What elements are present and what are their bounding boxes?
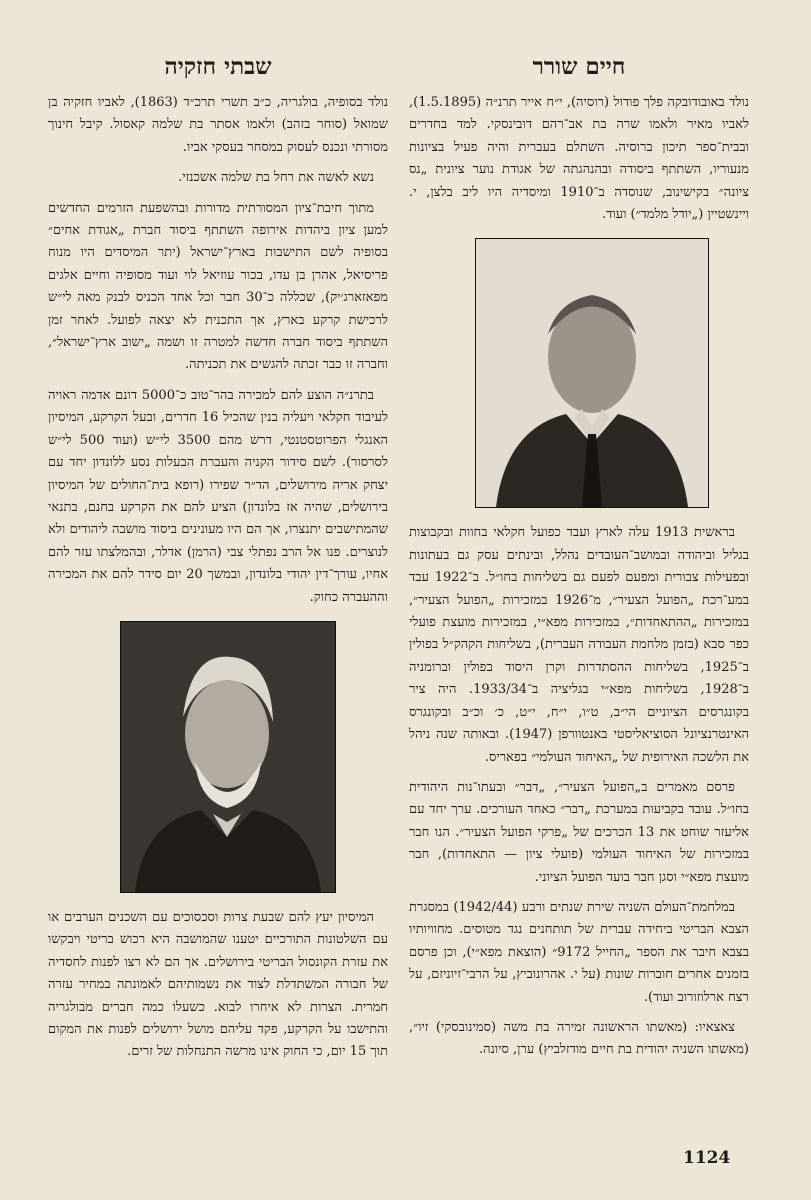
paragraph: נשא לאשה את רחל בת שלמה אשכנזי. [178,170,374,186]
paragraph: בתרנ״ה הוצע להם למכירה בהר־טוב כ־5000 דונם אדמה ראויה לעיבוד חקלאי ויעליה בנין שהכיל 16 חדרים, ובעל הקרקע, המיסיון האנגלי הפרוטסטנטי, דרש מהם 3500 לי״ש (ועוד 500 לי״ש לסרסור). לשם סידור הקניה והעברת הבעלות נסע ללונדון יחד עם יצחק אריה מירושלים, הד״ר שפירו (רופא בית־החולים של המיסיון בירושלים, שהיה אז בלונדון) הציע להם את הקרקע בחנם, בתנאי שהמתישבים יתנצרו, אך הם היו מעונינים ביסוד מושבה ליהודים ולא לנוצרים. פנו אל הרב נפתלי צבי (הרמן) אדלר, ובהמלצתו עזר להם אחיו, עורך־דין יהודי בלונדון, ובמשך 20 יום סידר להם את המכירה וההעברה כחוק. [48,387,389,605]
article-title-chaim-shorer: חיים שורר [532,53,626,80]
paragraph: נולד באובודובקה פלך פודול (רוסיה), י״ח אייר תרנ״ה (1.5.1895), לאביו מאיר ולאמו שרה בת אב־רהם דובינסקי. למד בחדרים ובבית־ספר תיכון ברוסיה. השתלם בעברית והיה פעיל בציונות מנעוריו, השתתף ביסודה ובהנהגתה של אגודת נוער ציונית „נס ציונה״ בקישינוב, שנוסדה ב־1910 ומיסדיה היו ליב בלצן, י. ויינשטיין („יודל מלמד״) ועוד. [409,95,749,223]
paragraph: נולד בסופיה, בולגריה, כ״ב תשרי תרכ״ד (1863), לאביו חזקיה בן שמואל (סוחר בזהב) ולאמו אסתר בת שלמה קאסול. קיבל חינוך מסורתי ונכנס לעסוק במסחר בעסקי אביו. [48,95,388,155]
paragraph: בראשית 1913 עלה לארץ ועבד כפועל חקלאי בחוות ובקבוצות בגליל וביהודה ובמושב־העובדים נהלל, ובינתים עסק גם בעתונות ובפעילות צבורית ומפעם לפעם גם בשליחות בחו״ל. ב־1922 עבד במע־רכת „הפועל הצעיר״, מ־1926 במזכירות „הפועל הצעיר״, במזכירות „ההתאחדות״, במזכירות מפא״י, במזכירות מועצת פועלי כפר סבא (בזמן מלחמת העבודה העברית), בשליחות הקהק״ל בפולין ב־1925, בשליחות ההסתדרות וקרן היסוד בפולין וברומניה ב־1928, בשליחות מפא״י בגליציה ב־1933/34. היה ציר בקונגרסים הציוניים הי״ב, ט״ו, י״ח, י״ט, כ׳ וכ״ב ובקונגרס האינטרנציונל הסוציאליסטי באנטוורפן (1947). ובאותה שנה ניהל את הלשכה האירופית של „האיחוד העולמי״ בפאריס. [409,525,750,765]
portrait-photo-chaim-shorer [475,238,709,508]
left-column [48,52,388,1072]
paragraph: פרסם מאמרים ב„הפועל הצעיר״, „דבר״ ובעתו־נות היהודית בחו״ל. עובד בקביעות במערכת „דבר״ כאחד העורכים. ערך יחד עם אליעזר שוחט את 13 הכרכים של „פרקי הפועל הצעיר״. הנו חבר במזכירות של האיחוד העולמי (פועלי ציון — התאחדות), חבר מועצת מפא״י וסגן חבר בועד הפועל הציוני. [409,779,749,885]
paragraph: צאצאיו: (מאשתו הראשונה זמירה בת משה (סמינובסקי) זיו״, (מאשתו השניה יהודית בת חיים מודזלביץ) ערן, סיונה. [409,1019,749,1058]
portrait-photo-shabtai-hizkiya [120,621,336,893]
right-column [409,52,749,1070]
paragraph: מתוך חיבת־ציון המסורתית מדורות ובהשפעת הזרמים החדשים למען ציון ביהדות אירופה השתתף ביסוד חברת „אגודת אחים״ בסופיה לשם התישבות בארץ־ישראל (יתר המיסדים היו מנוח פריסיאל, אהרן בן עדו, בכור עוזיאל לוי ועוד מסופיה וחיים אלגים מפאזארג׳יק), שכללה כ־30 חבר וכל אחד הכניס לבנק מאה לי״ש לרכישת קרקע בארץ, אך התכנית לא יצאה לפועל. לאחר זמן השתתף ביסוד חברה חדשה למטרה זו ושמה „ישוב ארץ־ישראל״, וחברה זו כבר זכתה להגשים את תכניתה. [48,200,388,373]
paragraph: במלחמת־העולם השניה שירת שנתים ורבע (1942/44) במסגרת הצבא הבריטי ביחידה עברית של תותחנים נגד מטוסים. מחוויותיו בצבא חיבר את הספר „החייל 9172״ (הוצאת מפא״י), וכן פרסם בזמנים אחרים חוברות שונות (על י. אהרונוביץ, על הרבי־זיוניזם, על רצח ארלוזורוב ועוד). [409,899,749,1005]
article-title-shabtai-hizkiya: שבתי חזקיה [164,53,272,80]
page-number: 1124 [683,1148,731,1168]
paragraph: המיסיון יעץ להם שבעת צרות וסכסוכים עם השכנים הערבים או עם השלטונות התורכיים יטענו שהמושבה היא רכוש בריטי ויבקשו את עזרת הקונסול הבריטי בירושלים. אך הם לא רצו לפנות לחסדיה של חבורה המשתדלת לצוד את נשמותיהם לאמונתה במחיר עזרה חמרית. הצרות לא איחרו לבוא. כשעלו כמה חברים מבולגריה והתישבו על הקרקע, פקד עליהם מושל ירושלים לפנות את המקום תוך 15 יום, כי החוק אינו מרשה התנחלות של זרים. [48,909,388,1060]
